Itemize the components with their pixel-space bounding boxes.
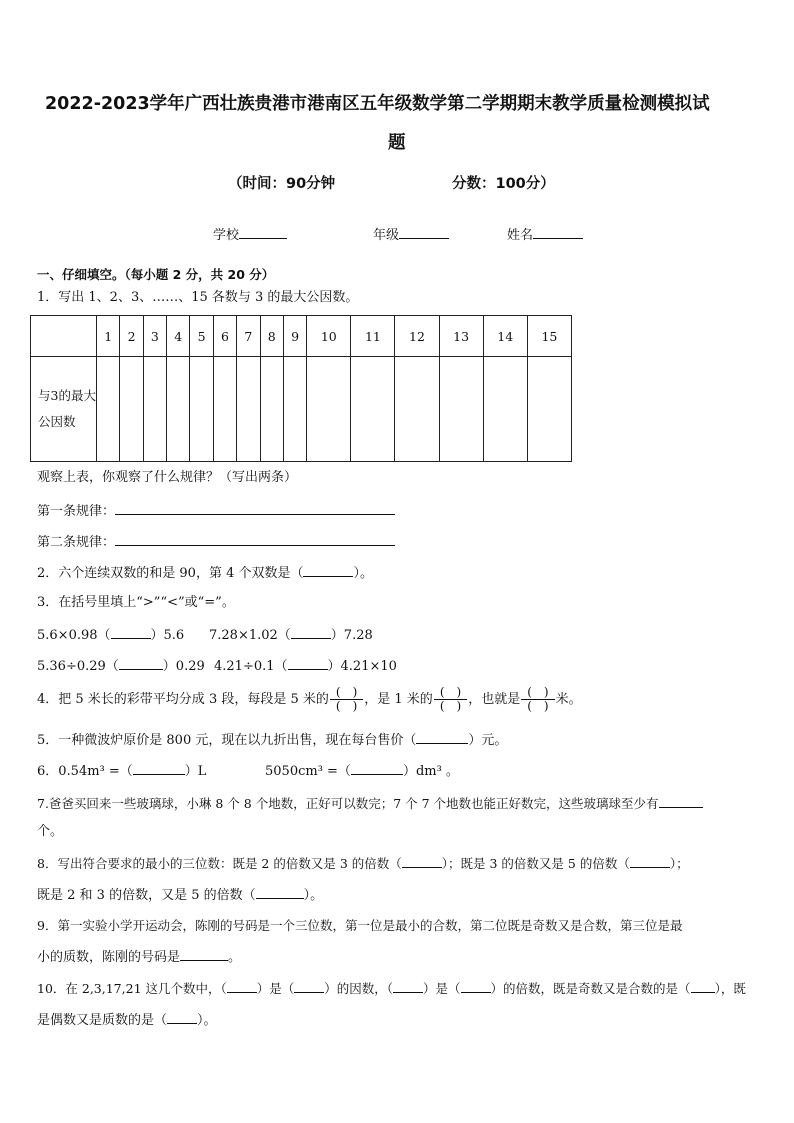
rule-2-label: 第二条规律： bbox=[37, 535, 116, 550]
question-8-text: 8．写出符合要求的最小的三位数：既是 2 的倍数又是 3 的倍数（ bbox=[37, 856, 402, 871]
question-6b bbox=[265, 762, 459, 780]
answer-cell[interactable] bbox=[167, 357, 190, 462]
question-2-end: ）。 bbox=[353, 566, 373, 581]
q8-blank[interactable] bbox=[630, 855, 670, 868]
page-title-continuation: 题 bbox=[388, 133, 406, 153]
q10-blank[interactable] bbox=[227, 980, 257, 993]
fraction-blank[interactable] bbox=[330, 686, 363, 713]
q6-blank[interactable] bbox=[351, 762, 403, 775]
school-blank[interactable] bbox=[239, 226, 287, 239]
answer-cell[interactable] bbox=[351, 357, 395, 462]
q3-expr: 5.6×0.98（ bbox=[37, 628, 111, 643]
rule-2 bbox=[37, 533, 395, 551]
table-col-header: 13 bbox=[439, 316, 483, 357]
question-3: 3．在括号里填上“>”“<”或“=”。 bbox=[37, 595, 235, 610]
table-col-header: 6 bbox=[213, 316, 236, 357]
question-8 bbox=[37, 855, 689, 872]
q2-blank[interactable] bbox=[303, 564, 353, 577]
answer-cell[interactable] bbox=[260, 357, 283, 462]
denominator: ( ) bbox=[439, 699, 462, 713]
q3-row-1b bbox=[209, 626, 373, 644]
table-col-header: 3 bbox=[143, 316, 166, 357]
exam-score: 分数：100分） bbox=[452, 176, 555, 192]
question-4-text: 米。 bbox=[555, 692, 582, 707]
denominator: ( ) bbox=[527, 699, 549, 713]
table-col-header: 12 bbox=[395, 316, 439, 357]
q10-blank[interactable] bbox=[167, 1011, 197, 1024]
question-2-text: 2．六个连续双数的和是 90，第 4 个双数是（ bbox=[37, 566, 304, 581]
answer-cell[interactable] bbox=[97, 357, 120, 462]
question-9: 9．第一实验小学开运动会，陈刚的号码是一个三位数，第一位是最小的合数，第二位既是奇数又是合数，第三位是最 bbox=[37, 918, 683, 933]
question-4 bbox=[37, 684, 582, 716]
question-1: 1．写出 1、2、3、……、15 各数与 3 的最大公因数。 bbox=[37, 290, 359, 305]
q10-blank[interactable] bbox=[691, 980, 715, 993]
exam-time: （时间：90分钟 bbox=[228, 176, 336, 192]
answer-cell[interactable] bbox=[120, 357, 143, 462]
q6-blank[interactable] bbox=[133, 762, 185, 775]
q3-expr: 5.36÷0.29（ bbox=[37, 659, 119, 674]
table-col-header: 14 bbox=[483, 316, 527, 357]
table-col-header: 1 bbox=[97, 316, 120, 357]
table-col-header: 8 bbox=[260, 316, 283, 357]
q3-expr: ）7.28 bbox=[330, 628, 373, 643]
q5-blank[interactable] bbox=[416, 731, 468, 744]
question-4-text: 4．把 5 米长的彩带平均分成 3 段，每段是 5 米的 bbox=[37, 692, 329, 707]
rule-2-blank[interactable] bbox=[115, 533, 395, 546]
name-label: 姓名 bbox=[507, 228, 534, 243]
question-8-text: ）；既是 3 的倍数又是 5 的倍数（ bbox=[441, 856, 630, 871]
question-10-text: ）的倍数，既是奇数又是合数的是（ bbox=[490, 981, 691, 996]
observe-prompt: 观察上表，你观察了什么规律？（写出两条） bbox=[37, 470, 298, 485]
question-6 bbox=[37, 762, 206, 780]
q3-expr: 4.21÷0.1（ bbox=[214, 659, 288, 674]
question-7 bbox=[37, 795, 703, 812]
question-4-text: ，也就是 bbox=[468, 692, 521, 707]
table-row-label: 与3的最大公因数 bbox=[31, 357, 97, 462]
denominator: ( ) bbox=[335, 699, 358, 713]
rule-1-label: 第一条规律： bbox=[37, 504, 116, 519]
question-5-end: ）元。 bbox=[468, 733, 508, 748]
name-blank[interactable] bbox=[533, 226, 583, 239]
grade-label: 年级 bbox=[373, 228, 400, 243]
question-4-text: ，是 1 米的 bbox=[364, 692, 433, 707]
question-6-text: 6．0.54m³ =（ bbox=[37, 764, 133, 779]
section-title: 一、仔细填空。（每小题 2 分，共 20 分） bbox=[37, 267, 275, 282]
table-col-header: 7 bbox=[237, 316, 260, 357]
q9-blank[interactable] bbox=[180, 948, 228, 961]
question-10-text: ），既 bbox=[714, 981, 746, 996]
fraction-blank[interactable] bbox=[521, 686, 554, 713]
question-10-text: ）。 bbox=[197, 1013, 217, 1028]
question-10-text: ）是（ bbox=[423, 981, 461, 996]
q10-blank[interactable] bbox=[294, 980, 324, 993]
school-label: 学校 bbox=[213, 228, 240, 243]
q3-expr: ）5.6 bbox=[150, 628, 185, 643]
q3-blank[interactable] bbox=[288, 657, 328, 670]
answer-cell[interactable] bbox=[190, 357, 213, 462]
answer-cell[interactable] bbox=[527, 357, 571, 462]
q3-blank[interactable] bbox=[119, 657, 163, 670]
rule-1-blank[interactable] bbox=[115, 502, 395, 515]
table-col-header: 15 bbox=[527, 316, 571, 357]
question-8-text: ）； bbox=[669, 856, 689, 871]
answer-cell[interactable] bbox=[143, 357, 166, 462]
question-10-text: ）的因数，（ bbox=[324, 981, 394, 996]
table-col-header: 2 bbox=[120, 316, 143, 357]
q3-row-2 bbox=[37, 657, 205, 675]
question-6-text: ）L bbox=[184, 764, 207, 779]
q3-blank[interactable] bbox=[111, 626, 151, 639]
answer-cell[interactable] bbox=[395, 357, 439, 462]
name-field bbox=[507, 224, 583, 243]
q3-expr: ）0.29 bbox=[162, 659, 205, 674]
question-8-line2 bbox=[37, 886, 323, 904]
table-col-header: 10 bbox=[307, 316, 351, 357]
rule-1 bbox=[37, 502, 395, 520]
question-7-end: 个。 bbox=[37, 824, 64, 839]
answer-cell[interactable] bbox=[237, 357, 260, 462]
question-5 bbox=[37, 731, 507, 749]
question-6-text: ）dm³ 。 bbox=[402, 764, 459, 779]
question-7-text: 7.爸爸买回来一些玻璃球，小琳 8 个 8 个地数，正好可以数完；7 个 7 个地数也能正好数完，这些玻璃球至少有 bbox=[37, 796, 659, 811]
answer-cell[interactable] bbox=[439, 357, 483, 462]
question-6-text: 5050cm³ =（ bbox=[265, 764, 351, 779]
table-col-header: 4 bbox=[167, 316, 190, 357]
page-title: 2022-2023学年广西壮族贵港市港南区五年级数学第二学期期末教学质量检测模拟试 bbox=[45, 94, 710, 114]
question-10-text: 是偶数又是质数的是（ bbox=[37, 1013, 168, 1028]
answer-cell[interactable] bbox=[213, 357, 236, 462]
question-10-line2 bbox=[37, 1011, 217, 1029]
q10-blank[interactable] bbox=[461, 980, 491, 993]
q3-row-1 bbox=[37, 626, 184, 644]
q3-blank[interactable] bbox=[291, 626, 331, 639]
grade-field bbox=[373, 224, 449, 243]
q3-expr: 7.28×1.02（ bbox=[209, 628, 291, 643]
question-10 bbox=[37, 980, 746, 997]
answer-cell[interactable] bbox=[283, 357, 306, 462]
question-8-text: 既是 2 和 3 的倍数，又是 5 的倍数（ bbox=[37, 888, 256, 903]
q3-row-2b bbox=[214, 657, 397, 675]
q3-expr: ）4.21×10 bbox=[327, 659, 397, 674]
q8-blank[interactable] bbox=[256, 886, 304, 899]
table-header-row bbox=[31, 316, 572, 357]
table-col-header: 9 bbox=[283, 316, 306, 357]
q8-blank[interactable] bbox=[402, 855, 442, 868]
q7-blank[interactable] bbox=[659, 795, 703, 808]
question-8-text: ）。 bbox=[303, 888, 324, 903]
question-10-text: 10．在 2,3,17,21 这几个数中，（ bbox=[37, 981, 227, 996]
table-answer-row bbox=[31, 357, 572, 462]
table-corner-cell bbox=[31, 316, 97, 357]
grade-blank[interactable] bbox=[399, 226, 449, 239]
question-9-text: 小的质数，陈刚的号码是 bbox=[37, 950, 181, 965]
question-2 bbox=[37, 564, 373, 582]
fraction-blank[interactable] bbox=[434, 686, 467, 713]
numerator: ( ) bbox=[521, 686, 554, 700]
q10-blank[interactable] bbox=[393, 980, 423, 993]
numerator: ( ) bbox=[330, 686, 363, 700]
question-5-text: 5．一种微波炉原价是 800 元，现在以九折出售，现在每台售价（ bbox=[37, 733, 417, 748]
question-9-text: 。 bbox=[228, 950, 242, 965]
question-9-line2 bbox=[37, 948, 241, 966]
gcd-table bbox=[30, 315, 572, 462]
answer-cell[interactable] bbox=[483, 357, 527, 462]
table-col-header: 11 bbox=[351, 316, 395, 357]
question-10-text: ）是（ bbox=[256, 981, 295, 996]
answer-cell[interactable] bbox=[307, 357, 351, 462]
school-field bbox=[213, 224, 287, 243]
numerator: ( ) bbox=[434, 686, 467, 700]
table-col-header: 5 bbox=[190, 316, 213, 357]
